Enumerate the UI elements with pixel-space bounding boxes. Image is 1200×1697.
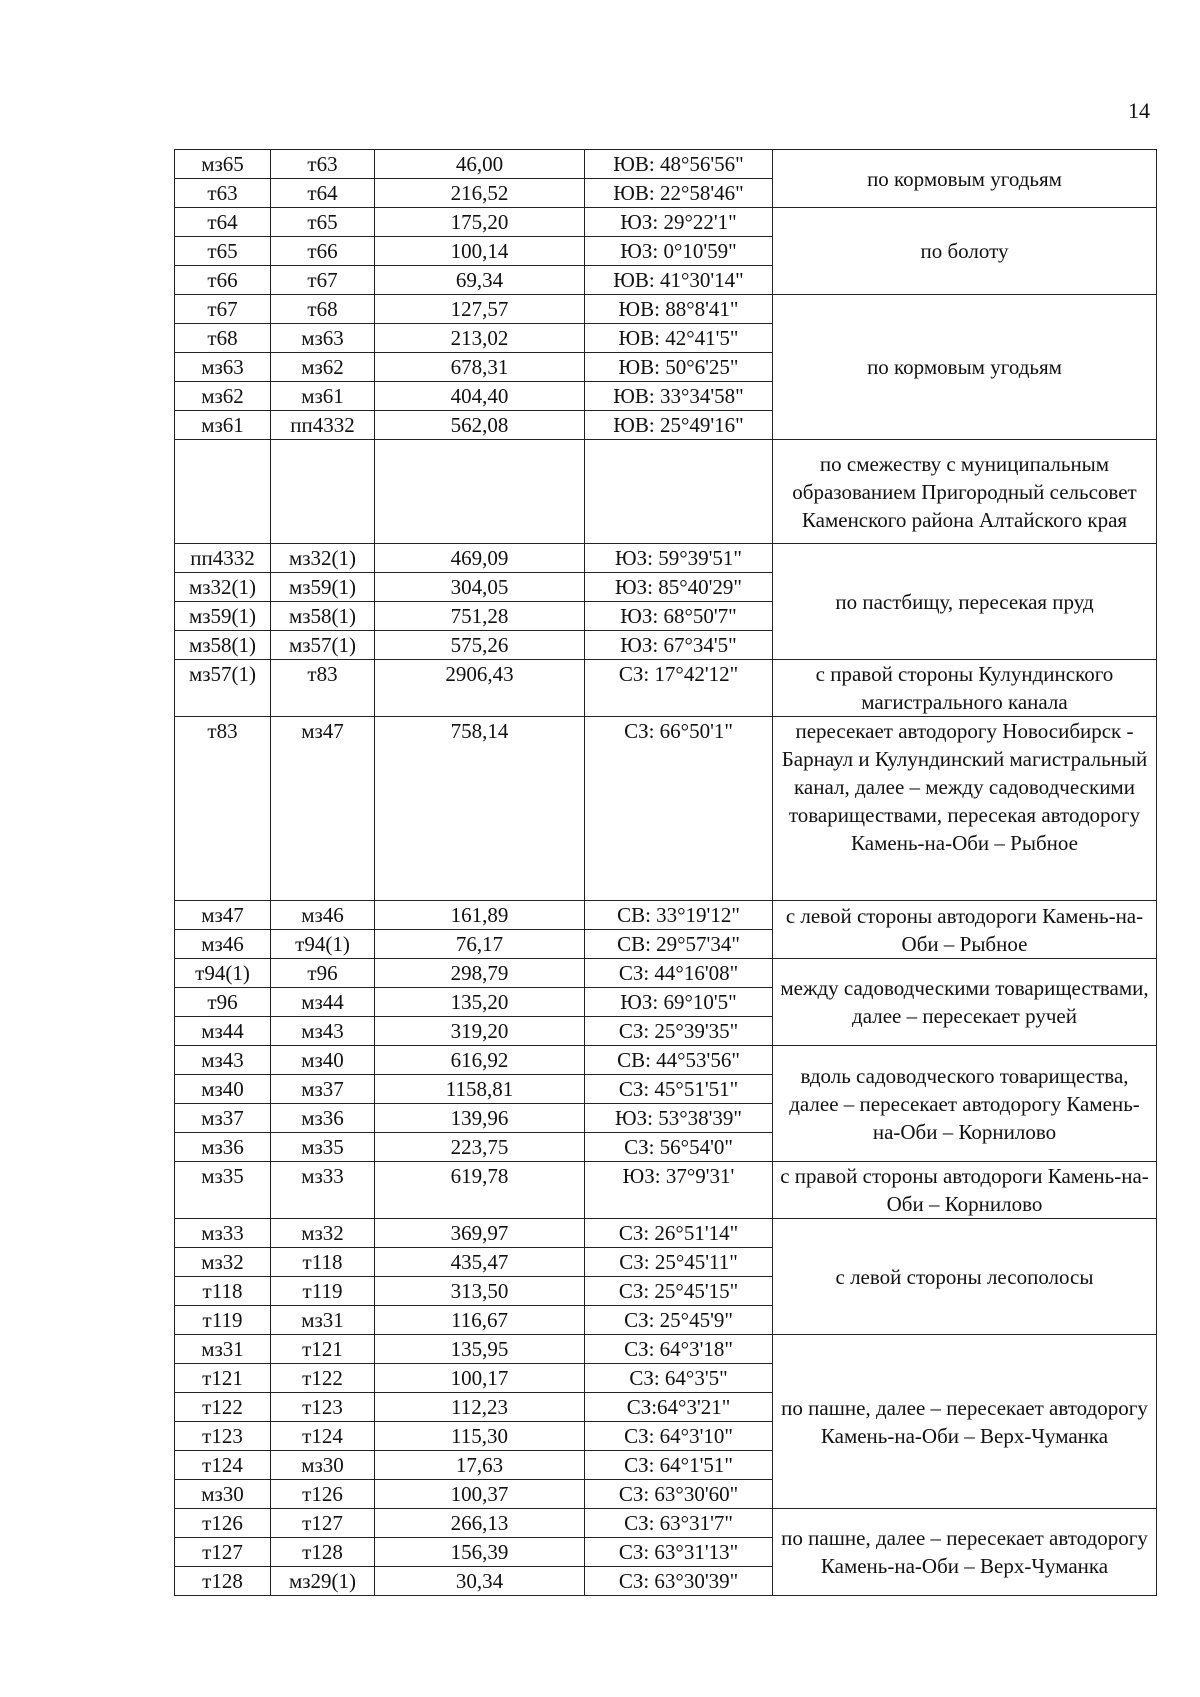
- to-point-cell: мз43: [271, 1017, 375, 1046]
- to-point-cell: мз59(1): [271, 573, 375, 602]
- to-point-cell: т94(1): [271, 930, 375, 959]
- from-point-cell: мз32(1): [175, 573, 271, 602]
- bearing-cell: СЗ: 63°30'60": [585, 1480, 773, 1509]
- table-row: [175, 1335, 1157, 1364]
- bearing-cell: ЮВ: 22°58'46": [585, 179, 773, 208]
- from-point-cell: мз63: [175, 353, 271, 382]
- from-point-cell: т67: [175, 295, 271, 324]
- bearing-cell: СЗ: 25°45'9": [585, 1306, 773, 1335]
- table-row: [175, 959, 1157, 988]
- bearing-cell: ЮВ: 41°30'14": [585, 266, 773, 295]
- distance-cell: 304,05: [375, 573, 585, 602]
- distance-cell: 404,40: [375, 382, 585, 411]
- to-point-cell: мз57(1): [271, 631, 375, 660]
- bearing-cell: СВ: 44°53'56": [585, 1046, 773, 1075]
- from-point-cell: мз46: [175, 930, 271, 959]
- table-row: [175, 1509, 1157, 1538]
- table-row: [175, 208, 1157, 237]
- from-point-cell: пп4332: [175, 544, 271, 573]
- to-point-cell: т66: [271, 237, 375, 266]
- table-row: [175, 717, 1157, 901]
- to-point-cell: [271, 440, 375, 544]
- to-point-cell: т64: [271, 179, 375, 208]
- distance-cell: 69,34: [375, 266, 585, 295]
- to-point-cell: мз62: [271, 353, 375, 382]
- to-point-cell: т67: [271, 266, 375, 295]
- table-row: [175, 544, 1157, 573]
- to-point-cell: мз32: [271, 1219, 375, 1248]
- description-cell: по смежеству с муниципальным образованием Пригородный сельсовет Каменского района Алтайского края: [773, 440, 1157, 544]
- bearing-cell: СЗ: 45°51'51": [585, 1075, 773, 1104]
- from-point-cell: т68: [175, 324, 271, 353]
- bearing-cell: СЗ: 64°1'51": [585, 1451, 773, 1480]
- distance-cell: 100,14: [375, 237, 585, 266]
- to-point-cell: мз37: [271, 1075, 375, 1104]
- table-row: [175, 1219, 1157, 1248]
- bearing-cell: ЮЗ: 68°50'7": [585, 602, 773, 631]
- to-point-cell: т96: [271, 959, 375, 988]
- bearing-cell: ЮЗ: 85°40'29": [585, 573, 773, 602]
- distance-cell: 127,57: [375, 295, 585, 324]
- distance-cell: 112,23: [375, 1393, 585, 1422]
- boundary-table: [174, 149, 1157, 1596]
- bearing-cell: СЗ: 64°3'5": [585, 1364, 773, 1393]
- to-point-cell: мз31: [271, 1306, 375, 1335]
- to-point-cell: т118: [271, 1248, 375, 1277]
- to-point-cell: т127: [271, 1509, 375, 1538]
- distance-cell: 135,20: [375, 988, 585, 1017]
- to-point-cell: мз46: [271, 901, 375, 930]
- distance-cell: 139,96: [375, 1104, 585, 1133]
- from-point-cell: мз59(1): [175, 602, 271, 631]
- description-cell: с левой стороны автодороги Камень-на-Оби – Рыбное: [773, 901, 1157, 959]
- distance-cell: 678,31: [375, 353, 585, 382]
- distance-cell: 100,17: [375, 1364, 585, 1393]
- table-row: [175, 150, 1157, 179]
- bearing-cell: СЗ: 63°31'7": [585, 1509, 773, 1538]
- bearing-cell: ЮВ: 50°6'25": [585, 353, 773, 382]
- boundary-table-body: [175, 150, 1157, 1596]
- distance-cell: 435,47: [375, 1248, 585, 1277]
- bearing-cell: СВ: 33°19'12": [585, 901, 773, 930]
- description-cell: с правой стороны Кулундинского магистрального канала: [773, 660, 1157, 717]
- description-cell: между садоводческими товариществами, далее – пересекает ручей: [773, 959, 1157, 1046]
- from-point-cell: мз47: [175, 901, 271, 930]
- from-point-cell: т122: [175, 1393, 271, 1422]
- table-row: [175, 1162, 1157, 1219]
- distance-cell: 575,26: [375, 631, 585, 660]
- from-point-cell: т121: [175, 1364, 271, 1393]
- distance-cell: 100,37: [375, 1480, 585, 1509]
- description-cell: с левой стороны лесополосы: [773, 1219, 1157, 1335]
- description-cell: с правой стороны автодороги Камень-на-Оби – Корнилово: [773, 1162, 1157, 1219]
- to-point-cell: мз32(1): [271, 544, 375, 573]
- to-point-cell: мз61: [271, 382, 375, 411]
- from-point-cell: мз36: [175, 1133, 271, 1162]
- distance-cell: 751,28: [375, 602, 585, 631]
- to-point-cell: мз47: [271, 717, 375, 901]
- from-point-cell: [175, 440, 271, 544]
- from-point-cell: т65: [175, 237, 271, 266]
- distance-cell: 2906,43: [375, 660, 585, 717]
- from-point-cell: т126: [175, 1509, 271, 1538]
- bearing-cell: СЗ: 17°42'12": [585, 660, 773, 717]
- bearing-cell: СЗ: 66°50'1": [585, 717, 773, 901]
- bearing-cell: ЮЗ: 29°22'1": [585, 208, 773, 237]
- from-point-cell: мз43: [175, 1046, 271, 1075]
- bearing-cell: СЗ: 64°3'18": [585, 1335, 773, 1364]
- from-point-cell: мз31: [175, 1335, 271, 1364]
- bearing-cell: ЮВ: 48°56'56": [585, 150, 773, 179]
- to-point-cell: мз35: [271, 1133, 375, 1162]
- bearing-cell: ЮВ: 25°49'16": [585, 411, 773, 440]
- distance-cell: 30,34: [375, 1567, 585, 1596]
- from-point-cell: т123: [175, 1422, 271, 1451]
- to-point-cell: т123: [271, 1393, 375, 1422]
- from-point-cell: мз61: [175, 411, 271, 440]
- description-cell: по пашне, далее – пересекает автодорогу Камень-на-Оби – Верх-Чуманка: [773, 1335, 1157, 1509]
- from-point-cell: т64: [175, 208, 271, 237]
- from-point-cell: т63: [175, 179, 271, 208]
- bearing-cell: ЮВ: 33°34'58": [585, 382, 773, 411]
- description-cell: пересекает автодорогу Новосибирск - Барнаул и Кулундинский магистральный канал, далее – между садоводческими товариществами, пересекая автодорогу Камень-на-Оби – Рыбное: [773, 717, 1157, 901]
- to-point-cell: т124: [271, 1422, 375, 1451]
- to-point-cell: т68: [271, 295, 375, 324]
- from-point-cell: мз35: [175, 1162, 271, 1219]
- bearing-cell: СЗ: 25°45'11": [585, 1248, 773, 1277]
- from-point-cell: т119: [175, 1306, 271, 1335]
- distance-cell: 616,92: [375, 1046, 585, 1075]
- bearing-cell: ЮЗ: 59°39'51": [585, 544, 773, 573]
- distance-cell: 76,17: [375, 930, 585, 959]
- distance-cell: 161,89: [375, 901, 585, 930]
- from-point-cell: мз37: [175, 1104, 271, 1133]
- bearing-cell: ЮВ: 88°8'41": [585, 295, 773, 324]
- from-point-cell: мз32: [175, 1248, 271, 1277]
- distance-cell: 758,14: [375, 717, 585, 901]
- bearing-cell: СЗ:64°3'21": [585, 1393, 773, 1422]
- bearing-cell: ЮЗ: 37°9'31': [585, 1162, 773, 1219]
- distance-cell: 216,52: [375, 179, 585, 208]
- to-point-cell: т119: [271, 1277, 375, 1306]
- table-row: [175, 1046, 1157, 1075]
- to-point-cell: т65: [271, 208, 375, 237]
- table-row: [175, 440, 1157, 544]
- bearing-cell: СВ: 29°57'34": [585, 930, 773, 959]
- to-point-cell: т83: [271, 660, 375, 717]
- distance-cell: 223,75: [375, 1133, 585, 1162]
- bearing-cell: СЗ: 26°51'14": [585, 1219, 773, 1248]
- description-cell: по болоту: [773, 208, 1157, 295]
- to-point-cell: т121: [271, 1335, 375, 1364]
- from-point-cell: т94(1): [175, 959, 271, 988]
- from-point-cell: т124: [175, 1451, 271, 1480]
- distance-cell: 46,00: [375, 150, 585, 179]
- to-point-cell: пп4332: [271, 411, 375, 440]
- distance-cell: [375, 440, 585, 544]
- bearing-cell: СЗ: 63°30'39": [585, 1567, 773, 1596]
- distance-cell: 313,50: [375, 1277, 585, 1306]
- from-point-cell: мз44: [175, 1017, 271, 1046]
- to-point-cell: т128: [271, 1538, 375, 1567]
- distance-cell: 369,97: [375, 1219, 585, 1248]
- distance-cell: 175,20: [375, 208, 585, 237]
- from-point-cell: т96: [175, 988, 271, 1017]
- from-point-cell: мз65: [175, 150, 271, 179]
- distance-cell: 619,78: [375, 1162, 585, 1219]
- bearing-cell: СЗ: 25°39'35": [585, 1017, 773, 1046]
- to-point-cell: мз63: [271, 324, 375, 353]
- from-point-cell: мз57(1): [175, 660, 271, 717]
- description-cell: по пастбищу, пересекая пруд: [773, 544, 1157, 660]
- bearing-cell: СЗ: 56°54'0": [585, 1133, 773, 1162]
- bearing-cell: СЗ: 44°16'08": [585, 959, 773, 988]
- from-point-cell: мз58(1): [175, 631, 271, 660]
- distance-cell: 213,02: [375, 324, 585, 353]
- to-point-cell: мз44: [271, 988, 375, 1017]
- bearing-cell: ЮЗ: 53°38'39": [585, 1104, 773, 1133]
- from-point-cell: т128: [175, 1567, 271, 1596]
- description-cell: по кормовым угодьям: [773, 150, 1157, 208]
- bearing-cell: СЗ: 25°45'15": [585, 1277, 773, 1306]
- distance-cell: 298,79: [375, 959, 585, 988]
- bearing-cell: СЗ: 64°3'10": [585, 1422, 773, 1451]
- from-point-cell: мз30: [175, 1480, 271, 1509]
- distance-cell: 266,13: [375, 1509, 585, 1538]
- to-point-cell: мз30: [271, 1451, 375, 1480]
- description-cell: по пашне, далее – пересекает автодорогу Камень-на-Оби – Верх-Чуманка: [773, 1509, 1157, 1596]
- distance-cell: 17,63: [375, 1451, 585, 1480]
- to-point-cell: т63: [271, 150, 375, 179]
- to-point-cell: т122: [271, 1364, 375, 1393]
- from-point-cell: т118: [175, 1277, 271, 1306]
- distance-cell: 469,09: [375, 544, 585, 573]
- bearing-cell: ЮЗ: 69°10'5": [585, 988, 773, 1017]
- bearing-cell: ЮЗ: 67°34'5": [585, 631, 773, 660]
- distance-cell: 135,95: [375, 1335, 585, 1364]
- bearing-cell: [585, 440, 773, 544]
- distance-cell: 319,20: [375, 1017, 585, 1046]
- bearing-cell: ЮВ: 42°41'5": [585, 324, 773, 353]
- from-point-cell: мз33: [175, 1219, 271, 1248]
- from-point-cell: мз40: [175, 1075, 271, 1104]
- to-point-cell: мз33: [271, 1162, 375, 1219]
- to-point-cell: т126: [271, 1480, 375, 1509]
- from-point-cell: т66: [175, 266, 271, 295]
- to-point-cell: мз36: [271, 1104, 375, 1133]
- description-cell: вдоль садоводческого товарищества, далее – пересекает автодорогу Камень-на-Оби – Корнилово: [773, 1046, 1157, 1162]
- description-cell: по кормовым угодьям: [773, 295, 1157, 440]
- from-point-cell: т83: [175, 717, 271, 901]
- from-point-cell: т127: [175, 1538, 271, 1567]
- table-row: [175, 295, 1157, 324]
- bearing-cell: ЮЗ: 0°10'59": [585, 237, 773, 266]
- distance-cell: 115,30: [375, 1422, 585, 1451]
- page-number: 14: [1128, 98, 1150, 123]
- distance-cell: 1158,81: [375, 1075, 585, 1104]
- distance-cell: 562,08: [375, 411, 585, 440]
- to-point-cell: мз58(1): [271, 602, 375, 631]
- bearing-cell: СЗ: 63°31'13": [585, 1538, 773, 1567]
- from-point-cell: мз62: [175, 382, 271, 411]
- table-row: [175, 660, 1157, 717]
- distance-cell: 116,67: [375, 1306, 585, 1335]
- table-row: [175, 901, 1157, 930]
- to-point-cell: мз29(1): [271, 1567, 375, 1596]
- distance-cell: 156,39: [375, 1538, 585, 1567]
- to-point-cell: мз40: [271, 1046, 375, 1075]
